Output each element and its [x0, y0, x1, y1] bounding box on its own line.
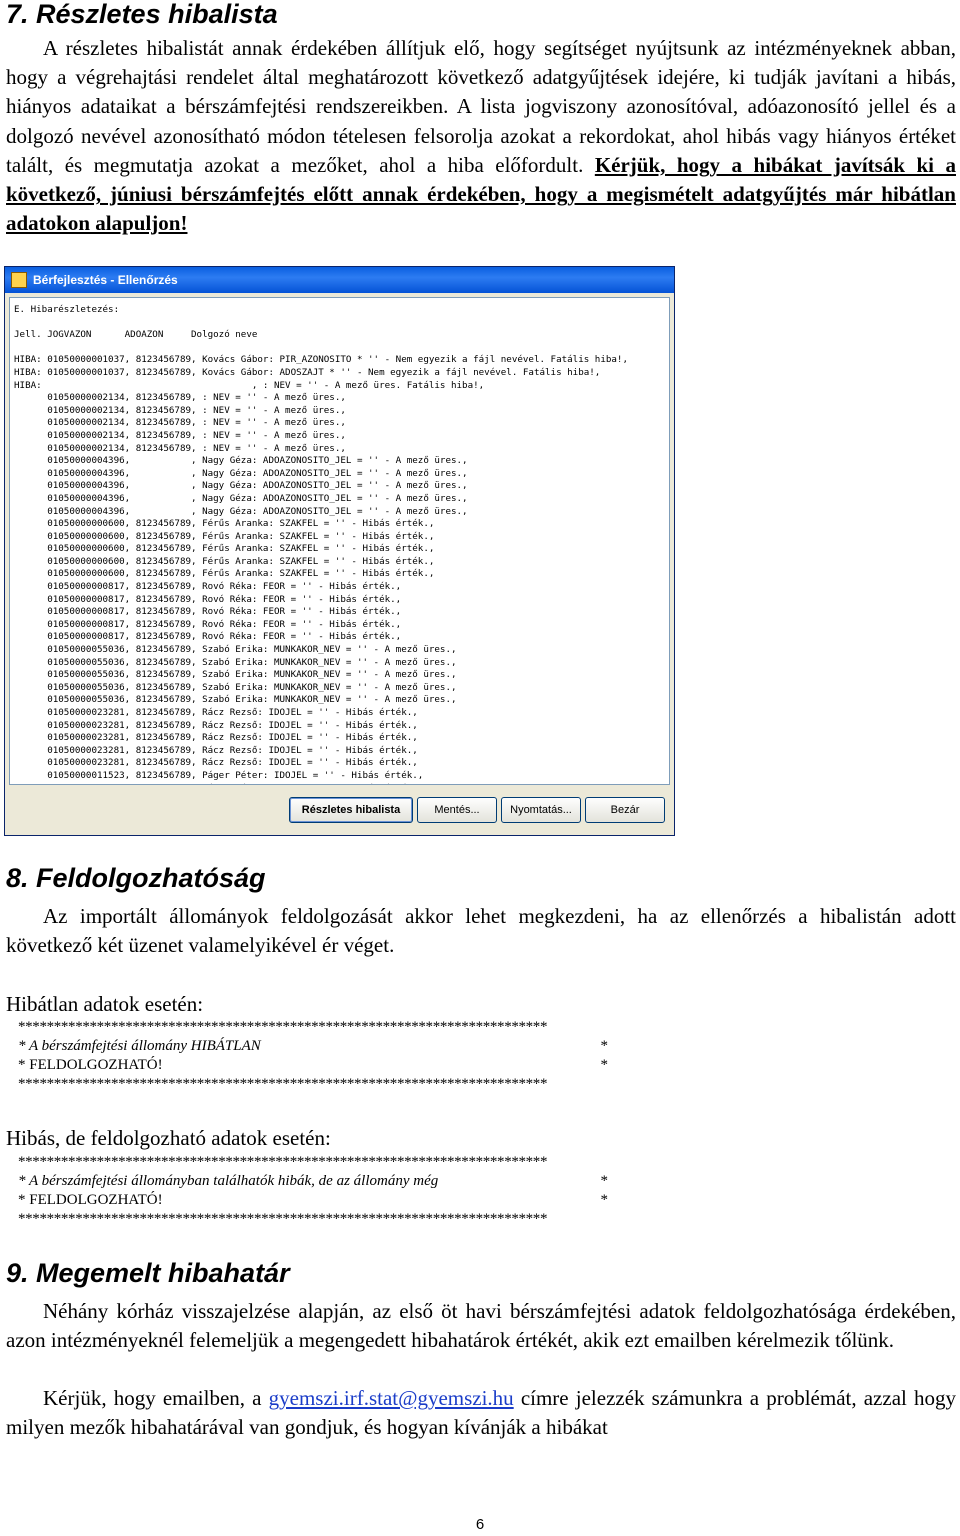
close-button[interactable]: Bezár — [585, 797, 665, 823]
case2-line1-text: * A bérszámfejtési állományban találhatók hibák, de az állomány még — [18, 1173, 439, 1189]
case1-line2-star: * — [600, 1057, 608, 1073]
window-title: Bérfejlesztés - Ellenőrzés — [33, 273, 178, 287]
case2-line2-star: * — [600, 1192, 608, 1208]
section-9-paragraph-2 — [6, 1384, 956, 1442]
case1-stars-bottom: ************************************************************************** — [18, 1076, 548, 1092]
window-titlebar — [5, 267, 674, 293]
case1-line1-star: * — [600, 1038, 608, 1054]
case1-line2 — [18, 1056, 608, 1075]
error-list-line: 01050000055036, 8123456789, Szabó Erika: MUNKAKOR_NEV = '' - A mező üres., — [14, 656, 457, 668]
error-list-line: 01050000004396, , Nagy Géza: ADOAZONOSITO_JEL = '' - A mező üres., — [14, 480, 468, 492]
error-list-line — [14, 342, 665, 355]
section-7-text: A részletes hibalistát annak érdekében állítjuk elő, hogy segítséget nyújtsunk az intézményeknek abban, hogy a végrehajtási rendelet által meghatározott következő adatgyűjtések idejére, ki tudják javítani a hibás, hiányos adataikat a bérszámfejtési rendszereikben. A lista jogviszony azonosítóval, adóazonosító jellel és a dolgozó nevével azonosítható módon tételesen felsorolja azokat a rekordokat, ahol hibás vagy hiányos értéket talált, és megmutatja azokat a mezőket, ahol a hiba előfordult. — [6, 36, 956, 177]
case2-line2-text: * FELDOLGOZHATÓ! — [18, 1192, 163, 1208]
app-icon — [11, 272, 27, 288]
error-list-line: 01050000055036, 8123456789, Szabó Erika: MUNKAKOR_NEV = '' - A mező üres., — [14, 681, 457, 693]
error-list-line — [14, 783, 665, 785]
verification-window — [4, 266, 675, 836]
error-list-line: 01050000000817, 8123456789, Rovó Réka: FEOR = '' - Hibás érték., — [14, 631, 402, 643]
section-9-para2-pre: Kérjük, hogy emailben, a — [43, 1386, 269, 1410]
error-list-line: 01050000023281, 8123456789, Rácz Rezső: IDOJEL = '' - Hibás érték., — [14, 719, 418, 731]
error-list-line: 01050000023281, 8123456789, Rácz Rezső: IDOJEL = '' - Hibás érték., — [14, 732, 418, 744]
error-list-line: Jell. JOGVAZON ADOAZON Dolgozó neve — [14, 329, 258, 341]
error-list-line: HIBA: 01050000001037, 8123456789, Kovács Gábor: PIR_AZONOSITO * '' - Nem egyezik a fájl nevével. Fatális hiba!, — [14, 354, 628, 366]
error-list-line: 01050000000600, 8123456789, Férűs Aranka: SZAKFEL = '' - Hibás érték., — [14, 543, 435, 555]
error-list-line: HIBA: 01050000001037, 8123456789, Kovács Gábor: ADOSZAJT * '' - Nem egyezik a fájl nevével. Fatális hiba!, — [14, 366, 601, 378]
error-list-line: 01050000055036, 8123456789, Szabó Erika: MUNKAKOR_NEV = '' - A mező üres., — [14, 694, 457, 706]
case2-label: Hibás, de feldolgozható adatok esetén: — [6, 1126, 331, 1150]
section-9-paragraph-1: Néhány kórház visszajelzése alapján, az első öt havi bérszámfejtési adatok feldolgozhatósága érdekében, azon intézményeknél felemeljük a megengedett hibahatárok értékét, akik ezt emailben kérelmezik tőlünk. — [6, 1299, 956, 1353]
error-list-line: 01050000004396, , Nagy Géza: ADOAZONOSITO_JEL = '' - A mező üres., — [14, 455, 468, 467]
error-list-line: 01050000055036, 8123456789, Szabó Erika: MUNKAKOR_NEV = '' - A mező üres., — [14, 644, 457, 656]
section-7-paragraph — [6, 34, 956, 238]
error-list-line: 01050000002134, 8123456789, : NEV = '' - A mező üres., — [14, 442, 346, 454]
error-list-line: 01050000004396, , Nagy Géza: ADOAZONOSITO_JEL = '' - A mező üres., — [14, 492, 468, 504]
error-list-line: 01050000000600, 8123456789, Férűs Aranka: SZAKFEL = '' - Hibás érték., — [14, 555, 435, 567]
error-list-lines — [14, 304, 665, 785]
error-list-line: 01050000002134, 8123456789, : NEV = '' - A mező üres., — [14, 429, 346, 441]
case2-line1 — [18, 1172, 608, 1191]
error-list-line: 01050000004396, , Nagy Géza: ADOAZONOSITO_JEL = '' - A mező üres., — [14, 505, 468, 517]
case1-line2-text: * FELDOLGOZHATÓ! — [18, 1057, 163, 1073]
case1-line1 — [18, 1037, 608, 1056]
error-list-line: 01050000002134, 8123456789, : NEV = '' - A mező üres., — [14, 417, 346, 429]
button-row — [5, 797, 674, 829]
error-list-line: 01050000002134, 8123456789, : NEV = '' - A mező üres., — [14, 392, 346, 404]
error-list-line: E. Hibarészletezés: — [14, 304, 120, 315]
error-list-line: 01050000023281, 8123456789, Rácz Rezső: IDOJEL = '' - Hibás érték., — [14, 707, 418, 718]
case2-line1-star: * — [600, 1173, 608, 1189]
section-9-heading: 9. Megemelt hibahatár — [6, 1258, 290, 1288]
error-list-line: 01050000000817, 8123456789, Rovó Réka: FEOR = '' - Hibás érték., — [14, 593, 402, 605]
case1-stars-top: ************************************************************************** — [18, 1019, 548, 1035]
error-list-textarea[interactable] — [9, 297, 670, 785]
error-list-line: HIBA: , : NEV = '' - A mező üres. Fatális hiba!, — [14, 379, 485, 391]
error-list-line: 01050000023281, 8123456789, Rácz Rezső: IDOJEL = '' - Hibás érték., — [14, 757, 418, 769]
save-button[interactable]: Mentés... — [417, 797, 497, 823]
case2-message-box — [18, 1153, 608, 1229]
detailed-error-list-button[interactable]: Részletes hibalista — [289, 797, 413, 823]
case1-message-box — [18, 1018, 608, 1094]
error-list-line: 01050000055036, 8123456789, Szabó Erika: MUNKAKOR_NEV = '' - A mező üres., — [14, 669, 457, 681]
section-8-heading: 8. Feldolgozhatóság — [6, 863, 266, 893]
print-button[interactable]: Nyomtatás... — [501, 797, 581, 823]
error-list-line: 01050000000817, 8123456789, Rovó Réka: FEOR = '' - Hibás érték., — [14, 606, 402, 618]
error-list-line: 01050000000600, 8123456789, Férűs Aranka: SZAKFEL = '' - Hibás érték., — [14, 568, 435, 580]
section-8-intro: Az importált állományok feldolgozását akkor lehet megkezdeni, ha az ellenőrzés a hibalistán adott következő két üzenet valamelyikével ér véget. — [6, 904, 956, 958]
error-list-line: 01050000011523, 8123456789, Páger Péter: IDOJEL = '' - Hibás érték., — [14, 769, 424, 781]
section-7-emphasis: Kérjük, hogy a hibákat javítsák ki a következő, júniusi bérszámfejtés előtt annak érdekében, hogy a megismételt adatgyűjtés már hibátlan adatokon alapuljon! — [6, 152, 956, 236]
error-list-line: 01050000000600, 8123456789, Férűs Aranka: SZAKFEL = '' - Hibás érték., — [14, 530, 435, 542]
email-link[interactable]: gyemszi.irf.stat@gyemszi.hu — [268, 1386, 514, 1410]
case2-line2 — [18, 1191, 608, 1210]
case2-stars-bottom: ************************************************************************** — [18, 1211, 548, 1227]
page-number: 6 — [475, 1516, 485, 1533]
error-list-line: 01050000004396, , Nagy Géza: ADOAZONOSITO_JEL = '' - A mező üres., — [14, 467, 468, 479]
case1-label: Hibátlan adatok esetén: — [6, 992, 204, 1016]
error-list-line: 01050000023281, 8123456789, Rácz Rezső: IDOJEL = '' - Hibás érték., — [14, 744, 418, 756]
error-list-line: 01050000000817, 8123456789, Rovó Réka: FEOR = '' - Hibás érték., — [14, 618, 402, 630]
section-7-heading: 7. Részletes hibalista — [6, 0, 278, 29]
error-list-line: 01050000000600, 8123456789, Férűs Aranka: SZAKFEL = '' - Hibás érték., — [14, 518, 435, 530]
section-9-para2-post: címre jelezzék számunkra a problémát, azzal hogy milyen mezők hibahatárával van gondjuk, és hogyan kívánják a hibákat — [6, 1386, 956, 1440]
error-list-line: 01050000000817, 8123456789, Rovó Réka: FEOR = '' - Hibás érték., — [14, 581, 402, 593]
case1-line1-text: * A bérszámfejtési állomány HIBÁTLAN — [18, 1038, 261, 1054]
error-list-line: 01050000002134, 8123456789, : NEV = '' - A mező üres., — [14, 404, 346, 416]
case2-stars-top: ************************************************************************** — [18, 1154, 548, 1170]
error-list-line — [14, 317, 665, 330]
